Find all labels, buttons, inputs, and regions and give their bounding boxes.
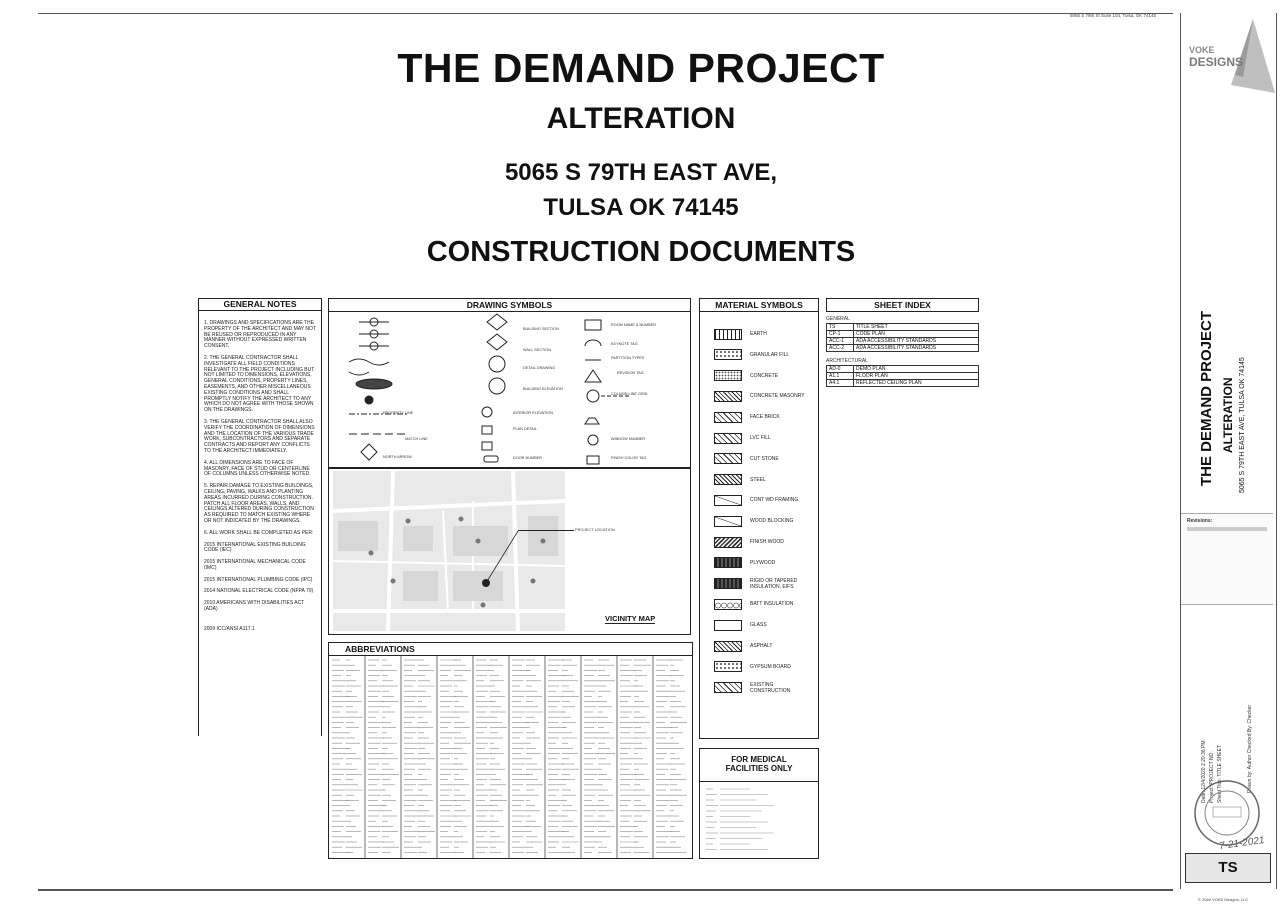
note-item: 2. THE GENERAL CONTRACTOR SHALL INVESTIGATE ALL FIELD CONDITIONS RELEVANT TO THE PROJECT INCLUDING BUT NOT LIMITED TO DIMENSIONS, ELEVATIONS, GENERAL CONDITIONS, PROPERTY LINES, EASEMENTS, AND OTHER MISCELLANEOUS EXISTING CONDITIONS AND SHALL PROMPTLY NOTIFY THE ARCHITECT TO ANY WHICH DO NOT AGREE WITH THOSE SHOWN ON THE DRAWINGS.: [204, 354, 315, 414]
material-swatch: [714, 557, 742, 568]
material-swatch: [714, 391, 742, 402]
material-symbol-row: [714, 681, 812, 695]
general-notes-list: [198, 321, 322, 633]
symbol-label: REVISION TAG: [617, 371, 644, 375]
note-item: 2014 NATIONAL ELECTRICAL CODE (NFPA 70): [204, 588, 314, 595]
material-swatch: [714, 349, 742, 360]
vertical-address: 5065 S 79TH EAST AVE, TULSA OK 74145: [1239, 357, 1246, 493]
symbol-label: BUILDING ELEVATION: [523, 387, 563, 391]
note-item: 1. DRAWINGS AND SPECIFICATIONS ARE THE PROPERTY OF THE ARCHITECT AND MAY NOT BE REUSED OR REPRODUCED IN ANY MANNER WITHOUT EXPRESSED WRITTEN CONSENT.: [204, 320, 316, 350]
symbol-label: KEYNOTE TAG: [611, 342, 638, 346]
material-symbol-row: [714, 660, 812, 674]
symbol-graphics: [329, 312, 689, 467]
symbol-label: INTERIOR ELEVATION: [513, 411, 553, 415]
general-notes-heading: GENERAL NOTES: [198, 298, 322, 311]
material-swatch: [714, 599, 742, 610]
material-swatch: [714, 682, 742, 693]
material-label: RIGID OR TAPERED INSULATION, EIFS: [750, 577, 798, 590]
medical-heading-rule: [700, 781, 818, 782]
sheet-index-panel: [826, 298, 979, 387]
material-swatch: [714, 661, 742, 672]
material-symbol-row: [714, 369, 812, 383]
material-symbol-row: [714, 389, 812, 403]
project-line: Project: PROJECT NO.: [1209, 751, 1215, 803]
drawn-by-line: Drawn by: Author Checked By: Checker: [1247, 704, 1253, 793]
sheet-index-heading: SHEET INDEX: [826, 298, 979, 312]
project-title: THE DEMAND PROJECT: [397, 45, 885, 91]
symbol-label: WINDOW NUMBER: [611, 437, 646, 441]
note-item: 6. ALL WORK SHALL BE COMPLETED AS PER:: [204, 529, 314, 536]
general-notes-rule-right: [321, 310, 322, 736]
symbol-label: FINISH COLOR TAG: [611, 456, 647, 460]
note-item: 4. ALL DIMENSIONS ARE TO FACE OF MASONRY, FACE OF STUD OR CENTERLINE OF COLUMNS UNLESS OTHERWISE NOTED.: [204, 459, 311, 478]
material-label: PLYWOOD: [750, 559, 776, 566]
drawing-symbols-panel: [328, 298, 691, 635]
material-swatch: [714, 474, 742, 485]
symbol-label: BUILDING SECTION: [523, 327, 559, 331]
material-swatch: [714, 516, 742, 527]
symbol-label: PROPERTY LINE: [383, 411, 414, 415]
material-symbol-row: [714, 577, 812, 591]
top-border-line: [38, 13, 1173, 14]
address-small: 5065 S 79th St Suite 104, Tulsa, OK 74145: [1070, 13, 1157, 18]
material-symbol-row: [714, 514, 812, 528]
logo-text-line1: VOKE: [1189, 45, 1215, 55]
material-symbol-row: [714, 639, 812, 653]
material-swatch: [714, 433, 742, 444]
table-row: CP-1 CODE PLAN: [827, 331, 979, 338]
general-notes-rule: [198, 310, 199, 736]
project-location-label: PROJECT LOCATION: [575, 527, 615, 532]
project-subtitle: ALTERATION: [546, 102, 736, 135]
material-label: CUT STONE: [750, 455, 779, 462]
table-row: A4.1 REFLECTED CEILING PLAN: [827, 380, 979, 387]
note-item: 2009 ICC/ANSI A117.1: [204, 625, 255, 632]
material-label: FACE BRICK: [750, 414, 780, 421]
note-item: 2015 INTERNATIONAL MECHANICAL CODE (IMC): [204, 559, 306, 571]
material-label: ASPHALT: [750, 643, 773, 649]
material-swatch: [714, 578, 742, 589]
material-symbols-panel: [699, 298, 819, 739]
sheet-group-general: GENERAL: [826, 316, 850, 322]
vicinity-map: [333, 471, 565, 631]
document-type: CONSTRUCTION DOCUMENTS: [426, 236, 856, 268]
medical-lines: [700, 785, 818, 855]
material-swatch: [714, 620, 742, 631]
table-row: A1.1 FLOOR PLAN: [827, 373, 979, 380]
material-symbol-row: [714, 618, 812, 632]
vertical-project-subtitle: ALTERATION: [1221, 377, 1235, 453]
material-swatch: [714, 641, 742, 652]
abbreviations-heading: ABBREVIATIONS: [329, 643, 692, 656]
vicinity-map-title: VICINITY MAP: [605, 614, 656, 623]
symbol-label: ROOM NAME & NUMBER: [611, 323, 656, 327]
material-swatch: [714, 495, 742, 506]
material-label: BATT INSULATION: [750, 601, 794, 608]
symbol-label: NORTH ARROW: [383, 455, 412, 459]
symbol-label: PARTITION TYPES: [611, 356, 645, 360]
material-label: WOOD BLOCKING: [750, 518, 794, 525]
revisions-bar: [1187, 527, 1267, 531]
material-symbol-row: [714, 597, 812, 611]
material-symbol-row: [714, 410, 812, 424]
material-symbol-row: [714, 327, 812, 341]
material-swatch: [714, 537, 742, 548]
abbreviations-panel: [328, 642, 693, 859]
sheet-number: TS: [1185, 853, 1271, 883]
copyright-line: © 20## VOKE Designs, LLC: [1198, 897, 1249, 902]
sheet-index-table-architectural: [826, 365, 979, 387]
material-label: EXISTING CONSTRUCTION: [750, 681, 791, 694]
medical-facilities-panel: [699, 748, 819, 859]
logo-text-line2: DESIGNS: [1189, 55, 1244, 69]
revisions-label: Revisions:: [1187, 518, 1213, 524]
medical-heading-line2: FACILITIES ONLY: [725, 764, 793, 773]
material-symbol-row: [714, 493, 812, 507]
material-label: GYPSUM BOARD: [750, 663, 791, 670]
symbol-label: DOOR NUMBER: [513, 456, 542, 460]
title-block: [1180, 13, 1277, 889]
material-label: GLASS: [750, 622, 767, 629]
note-item: 2015 INTERNATIONAL EXISTING BUILDING CODE (IEC): [204, 541, 306, 554]
address-line-1: 5065 S 79TH EAST AVE,: [504, 159, 778, 186]
material-label: CONCRETE MASONRY: [750, 393, 805, 400]
note-item: 3. THE GENERAL CONTRACTOR SHALL ALSO VERIFY THE COORDINATION OF DIMENSIONS AND THE LOCATION OF THE VARIOUS TRADE WORK, SUBCONTRACTORS AND SEPARATE CONTRACTS AND REPORT ANY CONFLICTS TO THE ARCHITECT IMMEDIATELY.: [204, 418, 315, 454]
material-label: CONT WD FRAMING: [750, 497, 799, 504]
address-line-2: TULSA OK 74145: [543, 194, 739, 221]
material-swatch: [714, 370, 742, 381]
project-location-leader: [518, 530, 574, 531]
material-swatch: [714, 412, 742, 423]
symbol-label: DETAIL DRAWING: [523, 366, 556, 370]
table-row: ACC-1 ADA ACCESSIBILITY STANDARDS: [827, 338, 979, 345]
material-symbol-row: [714, 431, 812, 445]
material-label: LVC FILL: [750, 435, 771, 441]
sheet-title-line: Sheet Title: TITLE SHEET: [1217, 745, 1223, 803]
abbreviations-grid: [329, 656, 691, 858]
material-swatch: [714, 453, 742, 464]
sheet-index-table-general: [826, 323, 979, 352]
material-symbol-row: [714, 535, 812, 549]
symbol-label: COLUMN LINE GRID: [611, 392, 648, 396]
table-row: TS TITLE SHEET: [827, 324, 979, 331]
material-swatch: [714, 329, 742, 340]
symbol-label: PLAN DETAIL: [513, 427, 537, 431]
material-symbol-row: [714, 473, 812, 487]
symbol-label: MATCH LINE: [405, 437, 428, 441]
table-row: ACC-2 ADA ACCESSIBILITY STANDARDS: [827, 345, 979, 352]
symbol-label: WALL SECTION: [523, 348, 551, 352]
material-label: GRANULAR FILL: [750, 351, 790, 358]
date-line: Date: 12/4/2020 2:20:36 PM: [1201, 740, 1207, 803]
note-item: 2015 INTERNATIONAL PLUMBING CODE (IPC): [204, 576, 313, 583]
medical-heading-line1: FOR MEDICAL: [731, 755, 787, 764]
bottom-border-line: [38, 889, 1173, 891]
vertical-project-title: THE DEMAND PROJECT: [1198, 310, 1215, 486]
drawing-symbols-heading: DRAWING SYMBOLS: [329, 299, 690, 312]
material-label: CONCRETE: [750, 372, 779, 379]
revisions-area: [1181, 513, 1273, 605]
material-symbol-row: [714, 348, 812, 362]
table-row: AD-0 DEMO PLAN: [827, 366, 979, 373]
material-label: FINISH WOOD: [750, 539, 784, 545]
map-graphic: [333, 471, 565, 631]
material-label: EARTH: [750, 331, 767, 337]
material-label: STEEL: [750, 476, 766, 483]
material-symbols-heading: MATERIAL SYMBOLS: [700, 299, 818, 312]
symbols-map-divider: [329, 467, 690, 469]
note-item: 5. REPAIR DAMAGE TO EXISTING BUILDINGS, CEILING, PAVING, WALKS AND PLANTING AREAS INCURRED DURING CONSTRUCTION. PATCH ALL FLOOR AREAS, WALLS, AND CEILINGS ALTERED DURING CONSTRUCTION AS REQUIRED TO MATCH EXISTING WHERE OR NOT INDICATED BY THE DRAWINGS.: [204, 483, 314, 524]
note-item: 2010 AMERICANS WITH DISABILITIES ACT (ADA): [204, 600, 305, 613]
material-symbol-row: [714, 556, 812, 570]
sheet-group-architectural: ARCHITECTURAL: [826, 358, 868, 364]
general-notes-panel: [198, 298, 322, 738]
seal-signature-date: 7-21-2021: [1218, 834, 1266, 853]
material-symbol-row: [714, 452, 812, 466]
